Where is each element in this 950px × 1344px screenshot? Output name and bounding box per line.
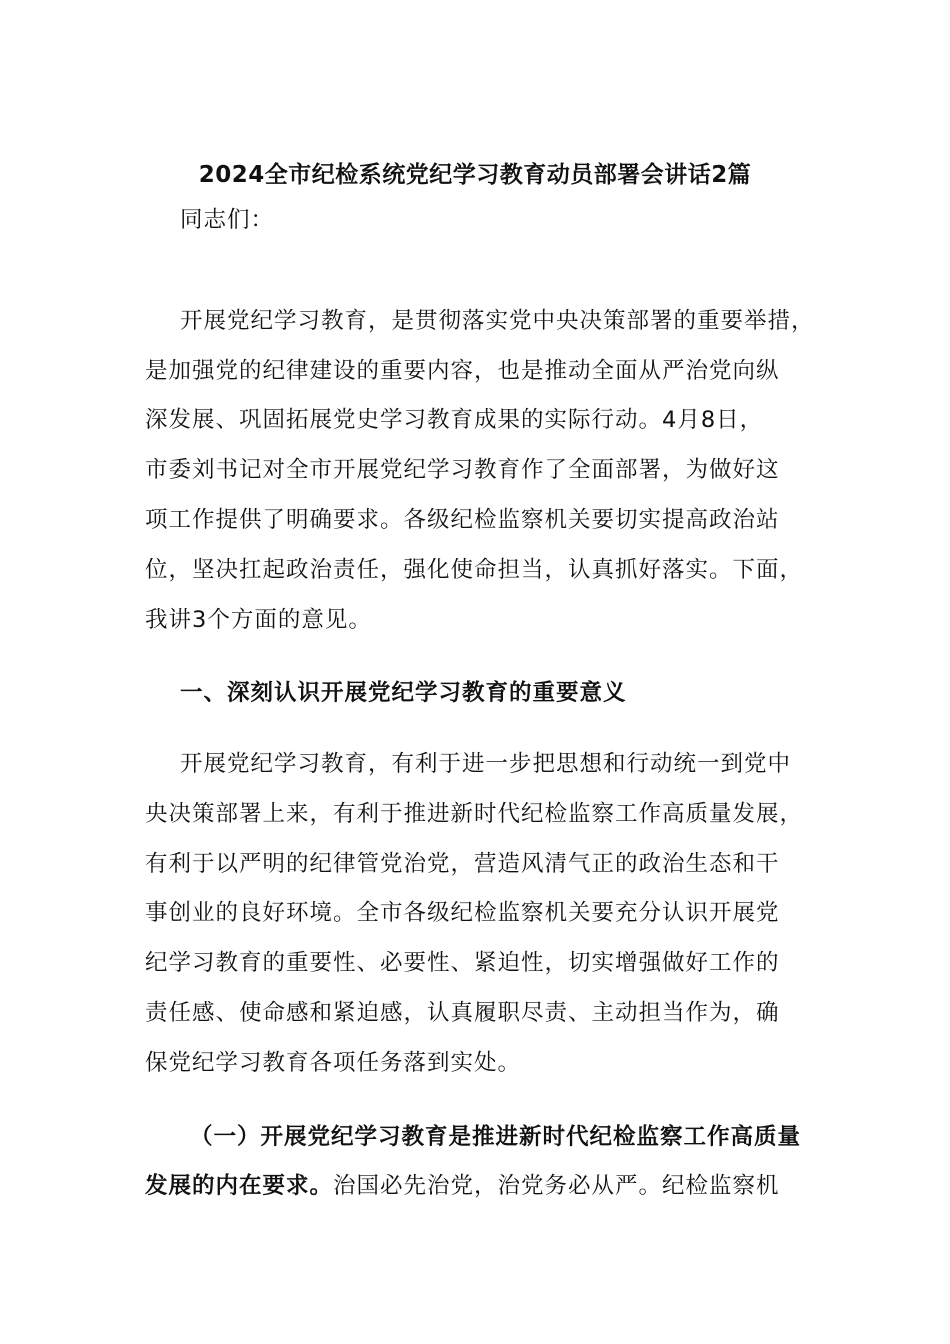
paragraph-line: 保党纪学习教育各项任务落到实处。 xyxy=(145,1050,522,1076)
paragraph-text: 治国必先治党，治党务必从严。纪检监察机 xyxy=(333,1173,780,1199)
paragraph-line: 事创业的良好环境。全市各级纪检监察机关要充分认识开展党 xyxy=(145,900,780,926)
paragraph-line: 责任感、使命感和紧迫感，认真履职尽责、主动担当作为，确 xyxy=(145,1000,780,1026)
subsection-heading: （一）开展党纪学习教育是推进新时代纪检监察工作高质量 xyxy=(190,1124,802,1150)
paragraph-line: 市委刘书记对全市开展党纪学习教育作了全面部署，为做好这 xyxy=(145,457,780,483)
paragraph-line: 位，坚决扛起政治责任，强化使命担当，认真抓好落实。下面， xyxy=(145,557,804,583)
paragraph-line xyxy=(145,1169,780,1203)
document-title: 2024全市纪检系统党纪学习教育动员部署会讲话2篇 xyxy=(198,162,752,188)
paragraph-line: 央决策部署上来，有利于推进新时代纪检监察工作高质量发展， xyxy=(145,801,804,827)
paragraph-line: 开展党纪学习教育，有利于进一步把思想和行动统一到党中 xyxy=(180,751,792,777)
paragraph-line: 有利于以严明的纪律管党治党，营造风清气正的政治生态和干 xyxy=(145,851,780,877)
paragraph-line: 是加强党的纪律建设的重要内容，也是推动全面从严治党向纵 xyxy=(145,358,780,384)
section-heading: 一、深刻认识开展党纪学习教育的重要意义 xyxy=(180,680,627,706)
paragraph-line: 纪学习教育的重要性、必要性、紧迫性，切实增强做好工作的 xyxy=(145,950,780,976)
paragraph-line: 我讲3个方面的意见。 xyxy=(145,607,372,633)
paragraph-line: 深发展、巩固拓展党史学习教育成果的实际行动。4月8日， xyxy=(145,407,764,433)
paragraph-line: 开展党纪学习教育，是贯彻落实党中央决策部署的重要举措， xyxy=(180,308,815,334)
salutation: 同志们： xyxy=(180,207,275,233)
subsection-heading-tail: 发展的内在要求。 xyxy=(145,1173,334,1199)
paragraph-line: 项工作提供了明确要求。各级纪检监察机关要切实提高政治站 xyxy=(145,507,780,533)
